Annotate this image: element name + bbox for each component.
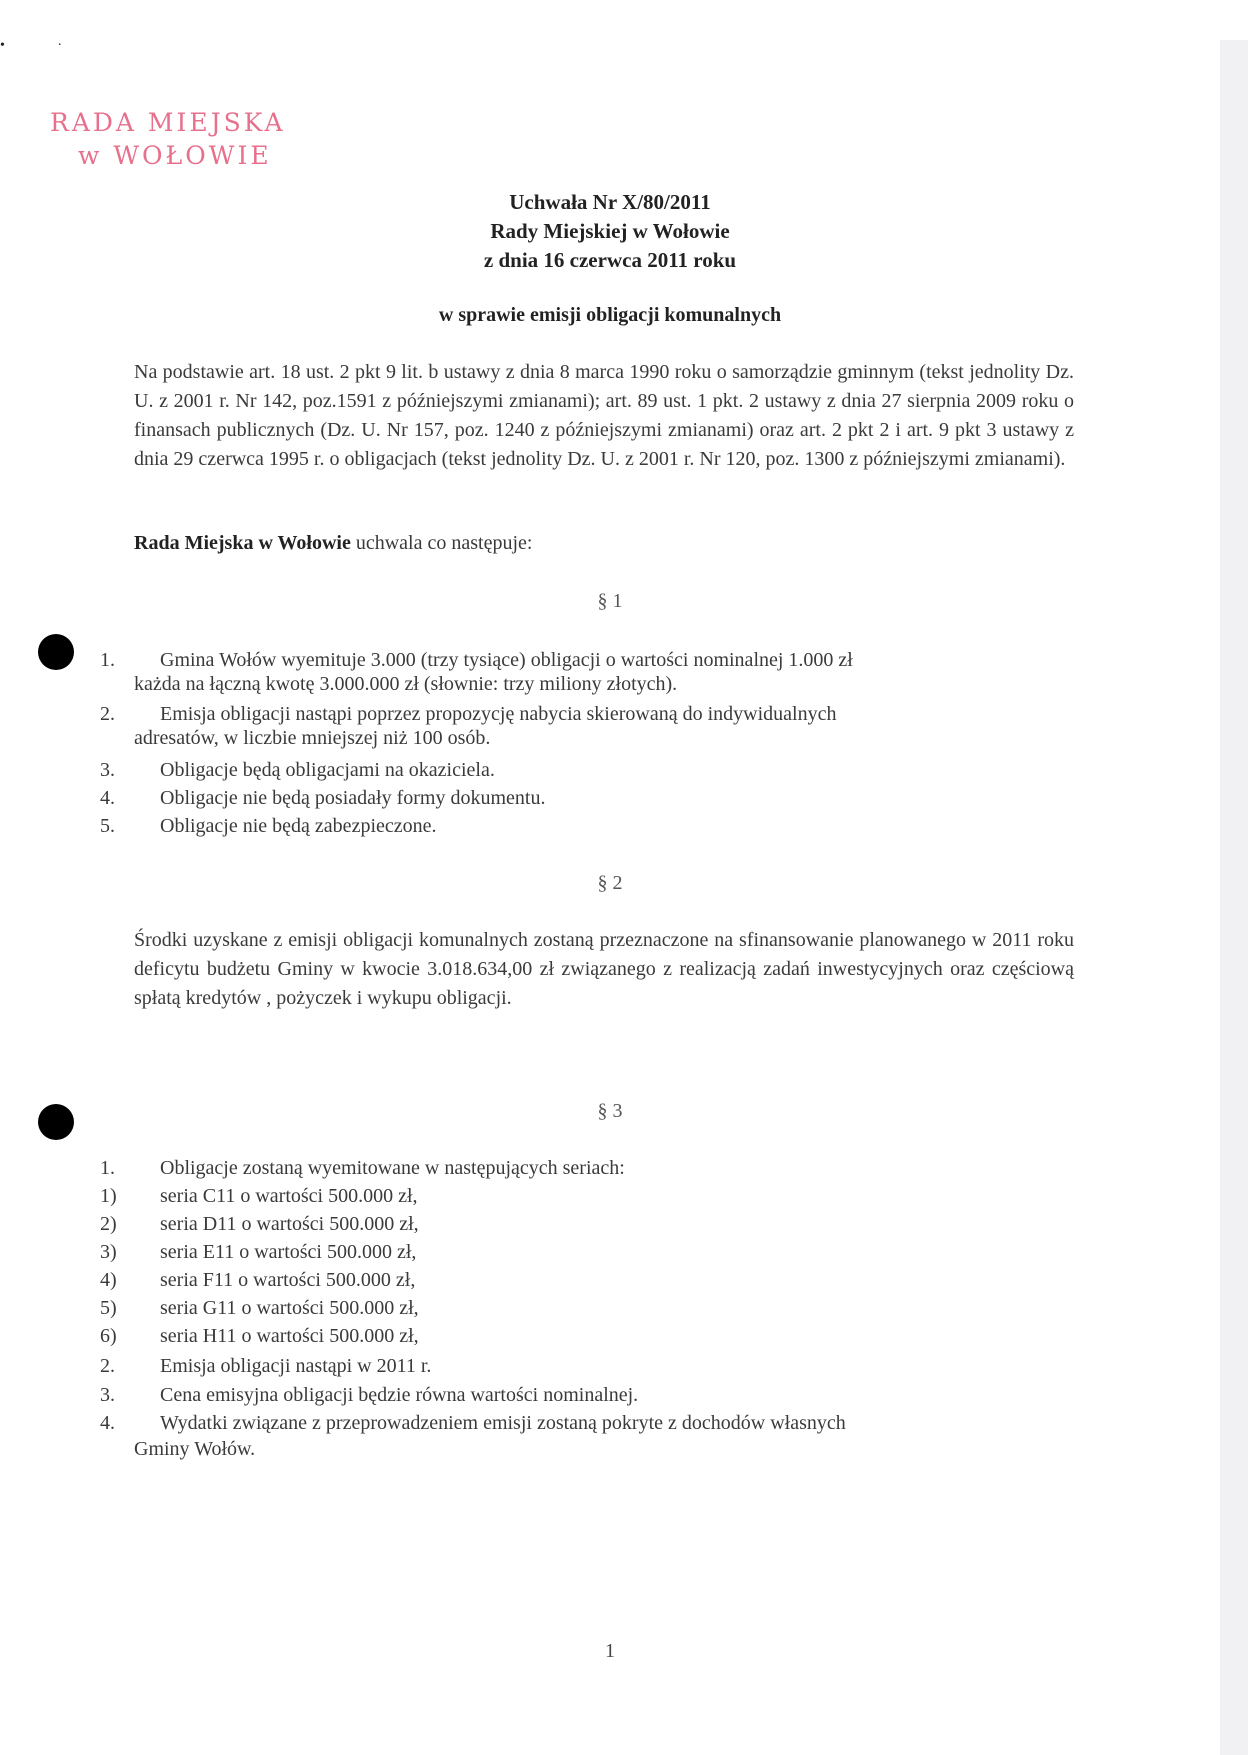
resolves-text: uchwala co następuje: [350, 532, 533, 554]
section-3-title: § 3 [597, 1100, 623, 1122]
section-2-title: § 2 [597, 872, 623, 894]
stamp-line-1: RADA MIEJSKA [50, 108, 286, 137]
heading-line-1: Uchwała Nr X/80/2011 [509, 190, 711, 214]
council-stamp [50, 106, 286, 172]
heading-line-3: z dnia 16 czerwca 2011 roku [483, 248, 737, 272]
resolves-line [134, 532, 532, 555]
punch-hole [38, 634, 74, 670]
section-1-title: § 1 [597, 590, 623, 612]
list-item-continuation: Gminy Wołów. [134, 1438, 256, 1460]
list-item-continuation: każda na łączną kwotę 3.000.000 zł (słownie: trzy miliony złotych). [134, 673, 678, 695]
stamp-line-2: w WOŁOWIE [78, 141, 272, 170]
scan-marks: • · [0, 38, 63, 53]
resolution-subject: w sprawie emisji obligacji komunalnych [438, 304, 782, 326]
resolution-heading [0, 188, 1220, 275]
legal-basis-paragraph: Na podstawie art. 18 ust. 2 pkt 9 lit. b ustawy z dnia 8 marca 1990 roku o samorządzie gminnym (tekst jednolity Dz. U. z 2001 r. Nr 142, poz.1591 z późniejszymi zmianami); art. 89 ust. 1 pkt. 2 ustawy z dnia 27 sierpnia 2009 roku o finansach publicznych (Dz. U. Nr 157, poz. 1240 z późniejszymi zmianami) oraz art. 2 pkt 2 i art. 9 pkt 3 ustawy z dnia 29 czerwca 1995 r. o obligacjach (tekst jednolity Dz. U. z 2001 r. Nr 120, poz. 1300 z późniejszymi zmianami). [134, 361, 1074, 470]
list-item-continuation: adresatów, w liczbie mniejszej niż 100 osób. [134, 727, 491, 749]
council-name: Rada Miejska w Wołowie [134, 532, 351, 554]
scan-edge [1220, 40, 1248, 1755]
section-2-paragraph: Środki uzyskane z emisji obligacji komunalnych zostaną przeznaczone na sfinansowanie planowanego w 2011 roku deficytu budżetu Gminy w kwocie 3.018.634,00 zł związanego z realizacją zadań inwestycyjnych oraz częściową spłatą kredytów , pożyczek i wykupu obligacji. [134, 929, 1074, 1009]
heading-line-2: Rady Miejskiej w Wołowie [490, 219, 730, 243]
page-number: 1 [605, 1640, 615, 1662]
